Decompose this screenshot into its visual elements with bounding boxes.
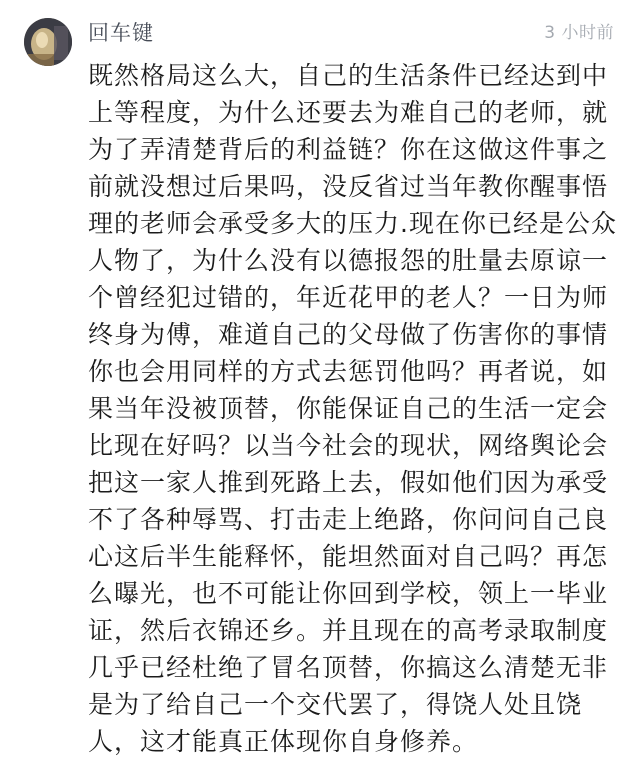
avatar[interactable] bbox=[24, 18, 72, 66]
timestamp: 3 小时前 bbox=[544, 23, 614, 43]
username[interactable]: 回车键 bbox=[88, 21, 154, 45]
comment-text: 既然格局这么大，自己的生活条件已经达到中上等程度，为什么还要去为难自己的老师，就为了弄清楚背后的利益链？你在这做这件事之前就没想过后果吗，没反省过当年教你醒事悟理的老师会承受多大的压力.现在你已经是公众人物了，为什么没有以德报怨的肚量去原谅一个曾经犯过错的，年近花甲的老人？一日为师终身为傅，难道自己的父母做了伤害你的事情你也会用同样的方式去惩罚他吗？再者说，如果当年没被顶替，你能保证自己的生活一定会比现在好吗？以当今社会的现状，网络舆论会把这一家人推到死路上去，假如他们因为承受不了各种辱骂、打击走上绝路，你问问自己良心这后半生能释怀，能坦然面对自己吗？再怎么曝光，也不可能让你回到学校，领上一毕业证，然后衣锦还乡。并且现在的高考录取制度几乎已经杜绝了冒名顶替，你搞这么清楚无非是为了给自己一个交代罢了，得饶人处且饶人，这才能真正体现你自身修养。 bbox=[88, 61, 617, 756]
user-avatar-icon bbox=[24, 18, 72, 66]
